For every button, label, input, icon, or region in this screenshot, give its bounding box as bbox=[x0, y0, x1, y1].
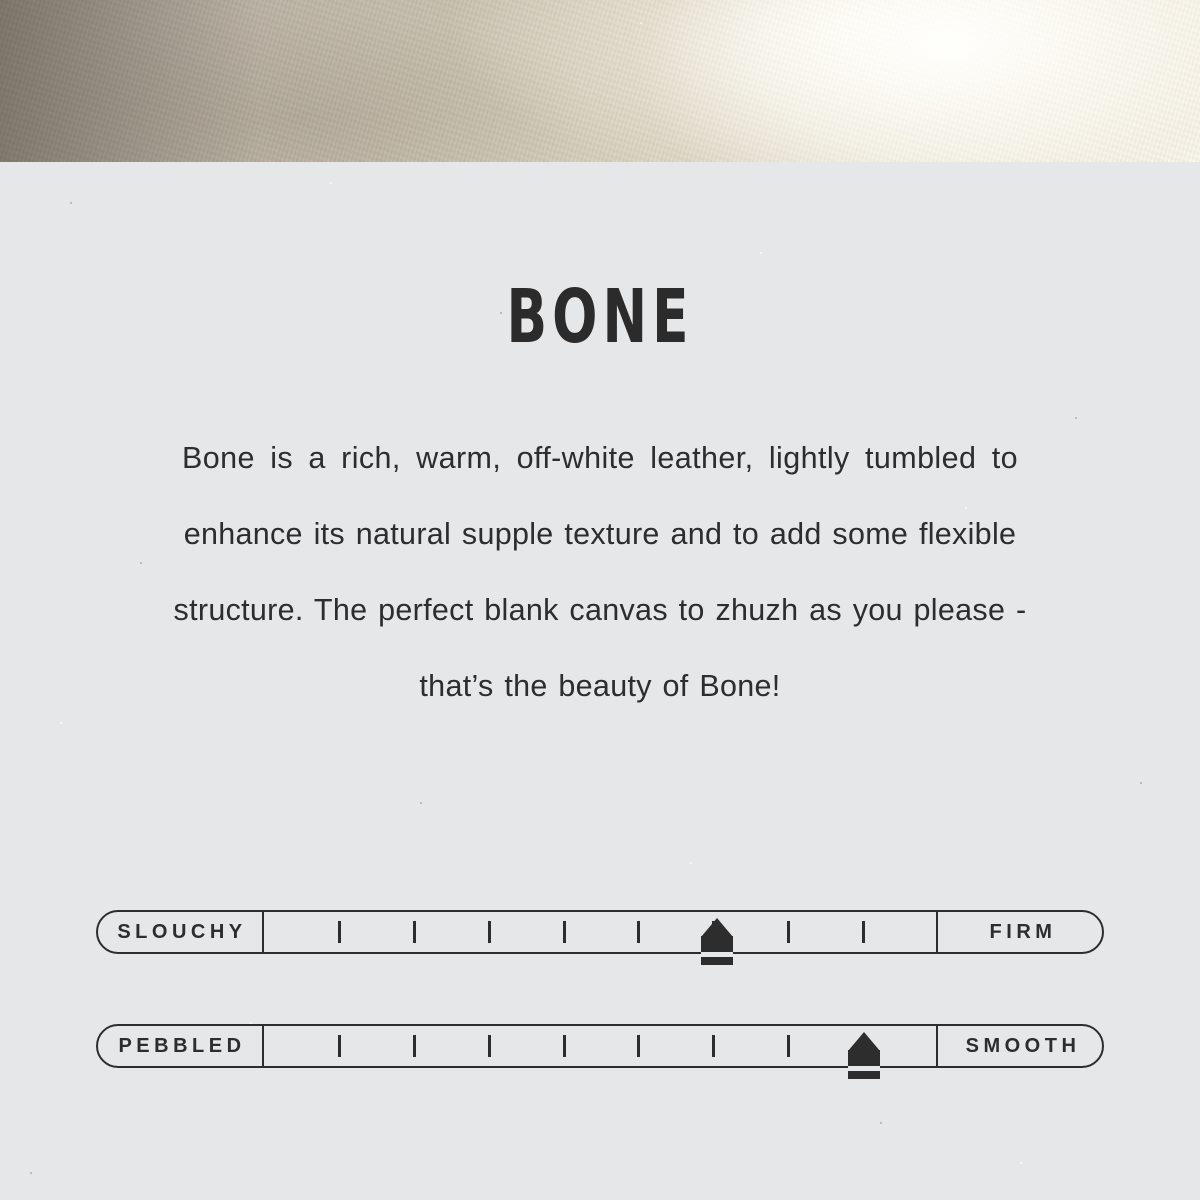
hero-light-sheen bbox=[624, 0, 1200, 162]
description-line: Bone is a rich, warm, off-white leather, lightly tumbled to bbox=[182, 441, 1018, 475]
hero-speck bbox=[1005, 88, 1007, 90]
marker-body bbox=[848, 1050, 880, 1066]
slider-pebbled-smooth[interactable] bbox=[96, 1024, 1104, 1068]
slider-tick bbox=[413, 921, 416, 943]
paper-fleck bbox=[1020, 1162, 1022, 1164]
content-panel bbox=[0, 162, 1200, 1200]
hero-left-shadow bbox=[0, 0, 260, 162]
paper-fleck bbox=[330, 182, 332, 184]
hero-speck bbox=[640, 22, 642, 24]
marker-body bbox=[701, 936, 733, 952]
hero-speck bbox=[930, 40, 932, 42]
paper-fleck bbox=[140, 562, 142, 564]
slider-tick bbox=[488, 921, 491, 943]
marker-base bbox=[848, 1071, 880, 1079]
description-line: structure. The perfect blank canvas to zhuzh as you please - bbox=[173, 593, 1027, 627]
hero-speck bbox=[1130, 130, 1132, 132]
description-line: that’s the beauty of Bone! bbox=[419, 669, 781, 703]
paper-fleck bbox=[690, 862, 692, 864]
slider-thumb-marker[interactable] bbox=[697, 918, 737, 972]
paper-fleck bbox=[760, 252, 762, 254]
slider-tick bbox=[637, 1035, 640, 1057]
slider-tick-group bbox=[264, 910, 936, 954]
paper-fleck bbox=[30, 1172, 32, 1174]
paper-fleck bbox=[70, 202, 72, 204]
slider-tick bbox=[712, 1035, 715, 1057]
slider-tick-group bbox=[264, 1024, 936, 1068]
slider-tick bbox=[338, 1035, 341, 1057]
slider-slouchy-firm[interactable] bbox=[96, 910, 1104, 954]
paper-fleck bbox=[1140, 782, 1142, 784]
slider-tick bbox=[563, 921, 566, 943]
slider-tick bbox=[488, 1035, 491, 1057]
slider-thumb-marker[interactable] bbox=[844, 1032, 884, 1086]
product-description bbox=[150, 420, 1050, 724]
slider-right-label: FIRM bbox=[936, 910, 1104, 954]
slider-tick bbox=[338, 921, 341, 943]
slider-tick bbox=[787, 1035, 790, 1057]
marker-base bbox=[701, 957, 733, 965]
slider-right-label: SMOOTH bbox=[936, 1024, 1104, 1068]
slider-tick bbox=[862, 921, 865, 943]
paper-fleck bbox=[60, 722, 62, 724]
paper-fleck bbox=[1075, 417, 1077, 419]
paper-fleck bbox=[880, 1122, 882, 1124]
slider-tick bbox=[413, 1035, 416, 1057]
paper-fleck bbox=[420, 802, 422, 804]
slider-left-label: PEBBLED bbox=[96, 1024, 264, 1068]
slider-left-label: SLOUCHY bbox=[96, 910, 264, 954]
slider-tick bbox=[637, 921, 640, 943]
page-title: BONE bbox=[506, 274, 694, 360]
marker-head-icon bbox=[848, 1032, 880, 1051]
slider-tick bbox=[563, 1035, 566, 1057]
slider-tick bbox=[787, 921, 790, 943]
description-line: enhance its natural supple texture and to add some flexible bbox=[183, 517, 1017, 551]
marker-head-icon bbox=[701, 918, 733, 937]
hero-leather-photo bbox=[0, 0, 1200, 162]
